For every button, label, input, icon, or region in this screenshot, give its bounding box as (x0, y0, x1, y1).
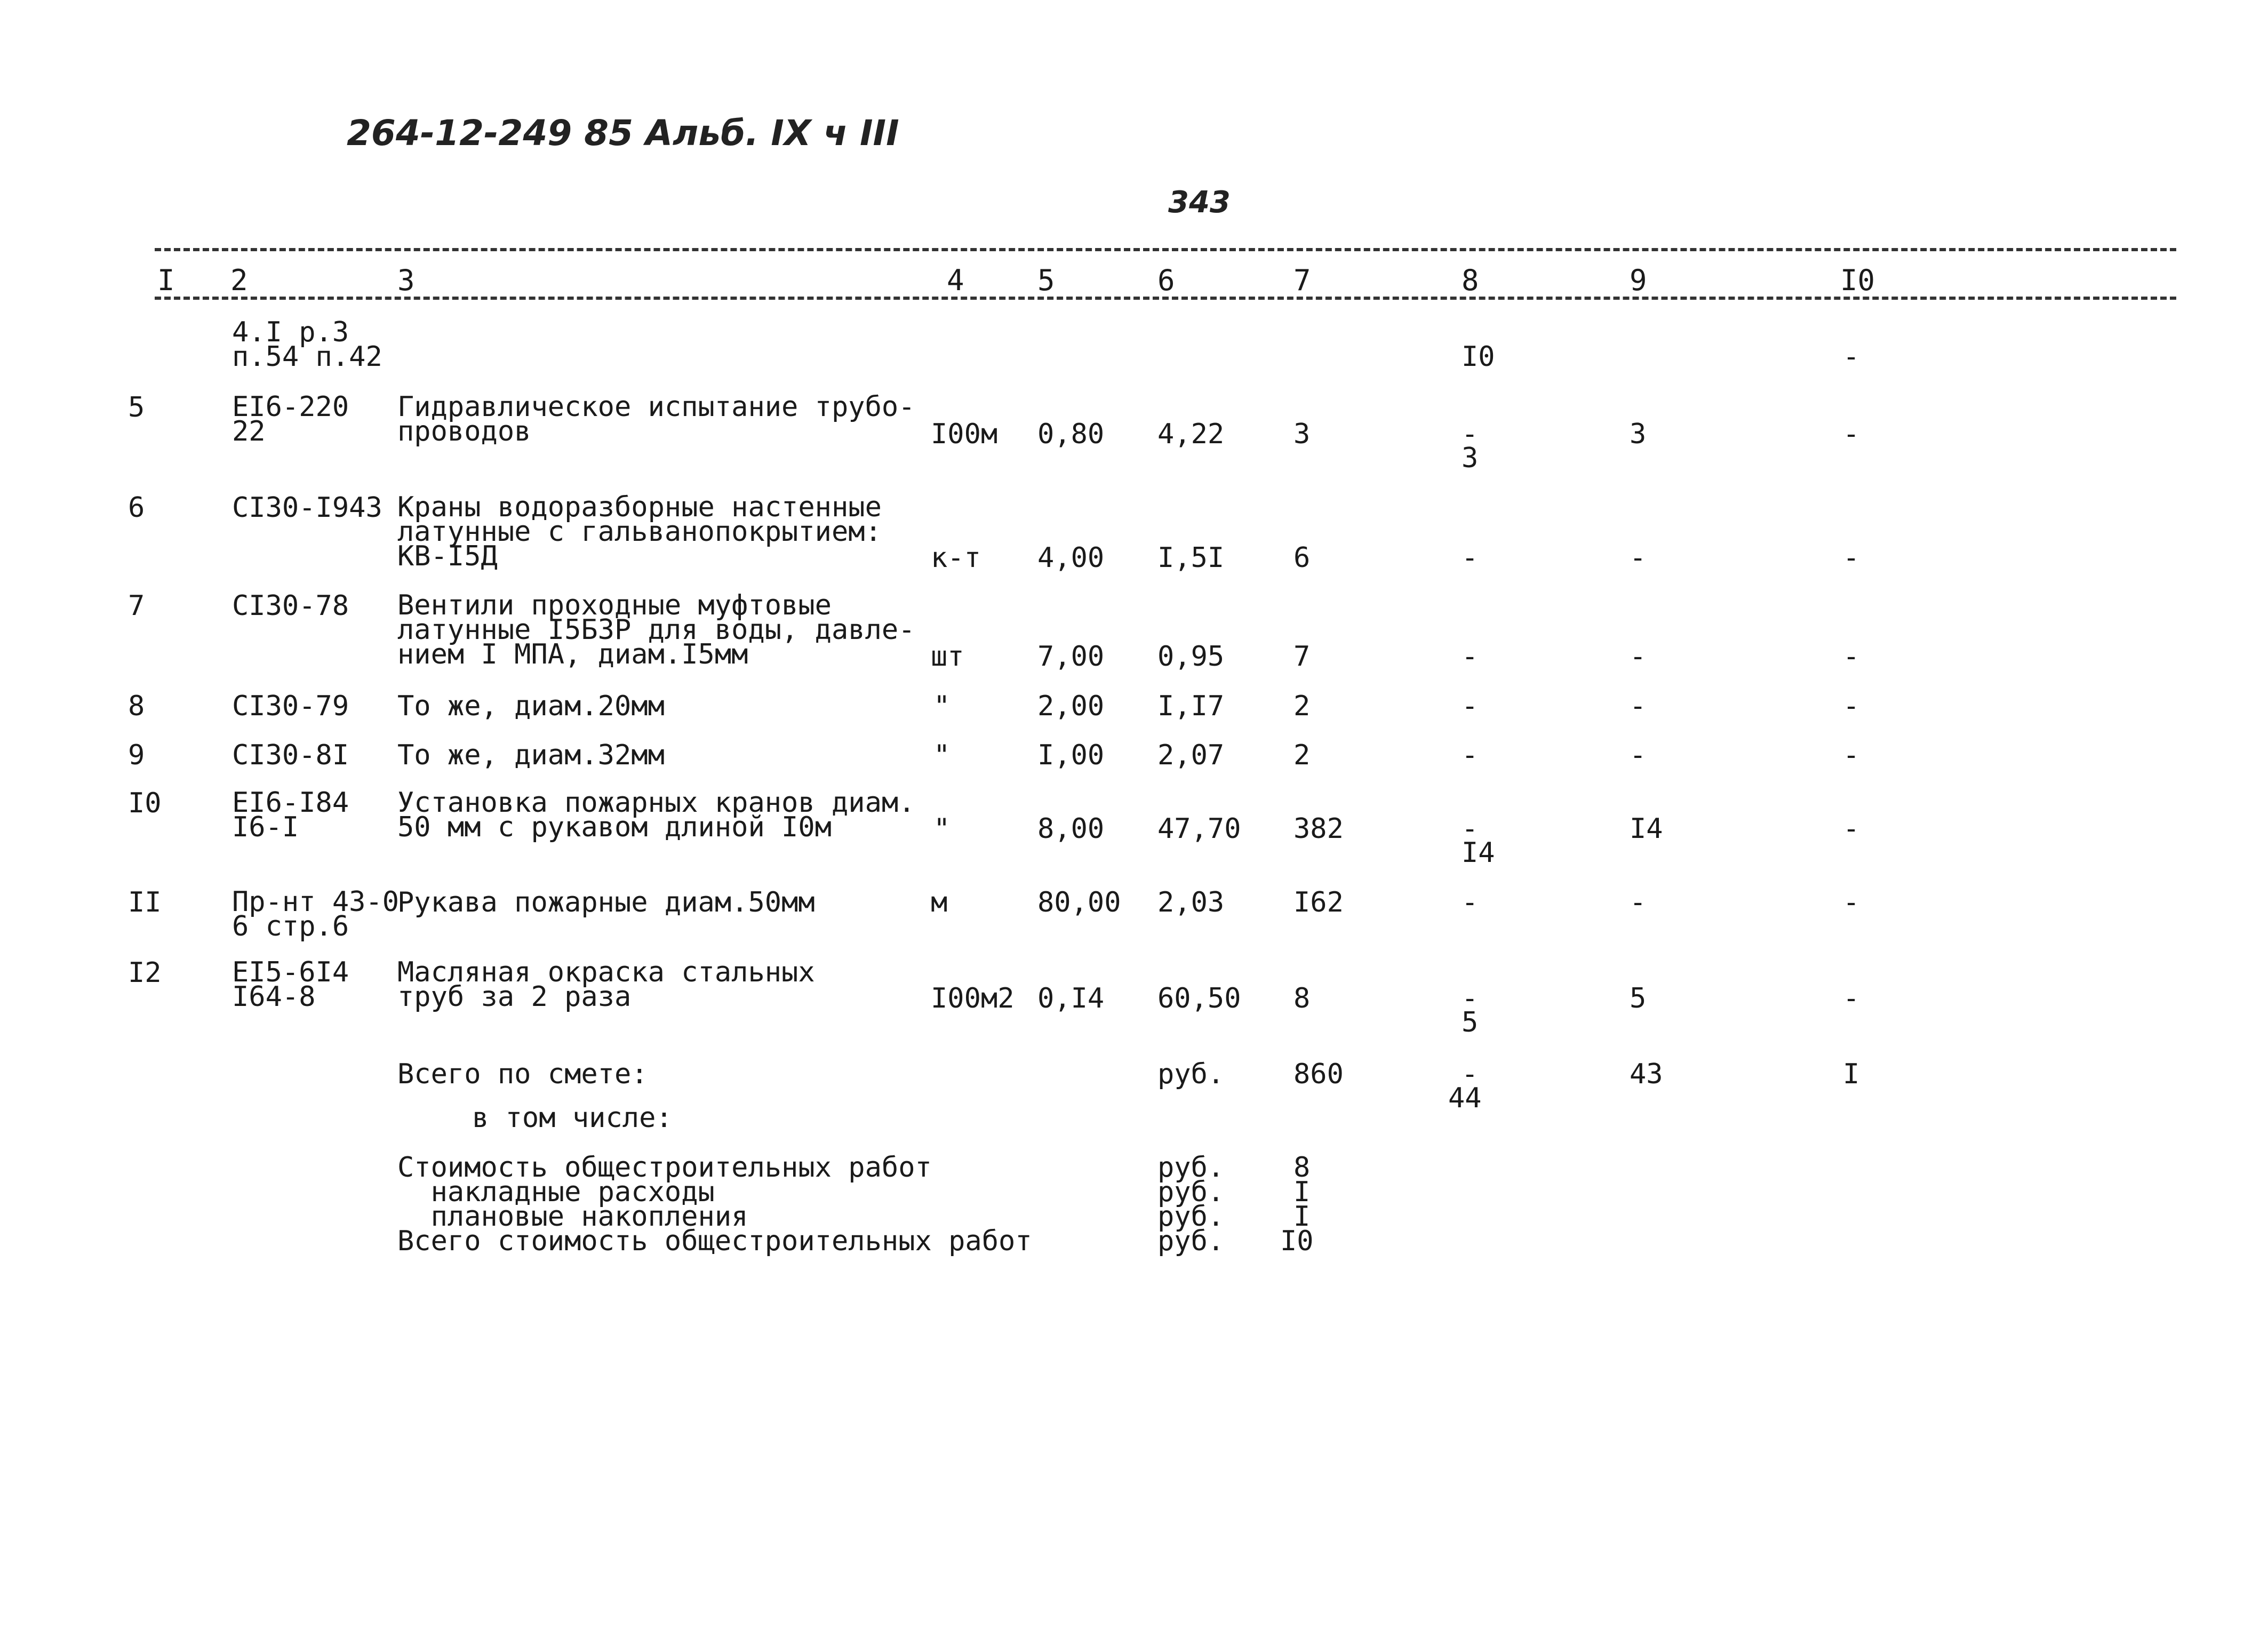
cell-col10: - (1843, 641, 1860, 673)
page-number: 343 (1168, 185, 1231, 220)
cell-col10: - (1843, 813, 1860, 845)
cell-col9: 5 (1630, 982, 1647, 1014)
summary-label: Стоимость общестроительных работ (397, 1152, 932, 1184)
cell-code: CI30-79 (232, 690, 349, 722)
cell-num: I2 (128, 957, 162, 989)
cell-unit: " (933, 739, 951, 771)
cell-qty: 7,00 (1037, 641, 1105, 673)
cell-num: 6 (128, 492, 145, 524)
totals-col9: 43 (1630, 1058, 1663, 1090)
column-header-5: 5 (1037, 263, 1055, 297)
cell-unit: " (933, 690, 951, 722)
cell-name: Вентили проходные муфтовые латунные I5Б3Р для воды, давле- нием I МПА, диам.I5мм (397, 589, 915, 670)
cell-col10: - (1843, 739, 1860, 771)
cell-col9: 3 (1630, 418, 1647, 450)
cell-price: 0,95 (1157, 641, 1225, 673)
cell-unit: " (933, 813, 951, 845)
cell-col8: - (1462, 641, 1479, 673)
cell-num: 9 (128, 739, 145, 771)
column-header-4: 4 (947, 263, 964, 297)
cell-col9: I4 (1630, 813, 1663, 845)
column-header-2: 2 (230, 263, 248, 297)
cell-total: 8 (1293, 982, 1311, 1014)
cell-total: 3 (1293, 418, 1311, 450)
summary-currency: руб. (1157, 1152, 1225, 1184)
cell-num: II (128, 886, 162, 918)
column-header-10: I0 (1840, 263, 1875, 297)
cell-code: CI30-8I (232, 739, 349, 771)
cell-col8: I0 (1462, 341, 1495, 373)
cell-num: 7 (128, 590, 145, 622)
cell-code: CI30-78 (232, 590, 349, 622)
handwritten-document-code: 264-12-249 85 Альб. IX ч III (347, 113, 899, 154)
cell-col10: - (1843, 886, 1860, 918)
cell-col9: - (1630, 690, 1647, 722)
cell-col10: - (1843, 982, 1860, 1014)
summary-label: плановые накопления (397, 1201, 748, 1233)
cell-total: I62 (1293, 886, 1344, 918)
cell-col8-below: 5 (1462, 1006, 1479, 1038)
cell-col10: - (1843, 690, 1860, 722)
totals-col8-below: 44 (1448, 1082, 1482, 1114)
cell-col8: - (1462, 739, 1479, 771)
cell-col8-below: 3 (1462, 442, 1479, 474)
cell-col10: - (1843, 418, 1860, 450)
cell-qty: 80,00 (1037, 886, 1121, 918)
summary-label: Всего стоимость общестроительных работ (397, 1225, 1032, 1257)
cell-col9: - (1630, 542, 1647, 574)
cell-code: EI6-I84 I6-I (232, 787, 349, 843)
including-label: в том числе: (472, 1102, 673, 1134)
cell-price: I,5I (1157, 542, 1225, 574)
cell-price: 60,50 (1157, 982, 1241, 1014)
summary-value: I0 (1280, 1225, 1314, 1257)
column-header-9: 9 (1630, 263, 1647, 297)
summary-value: I (1293, 1201, 1311, 1233)
cell-col8: - (1462, 813, 1479, 845)
cell-qty: 4,00 (1037, 542, 1105, 574)
cell-unit: м (931, 886, 948, 918)
cell-qty: 0,80 (1037, 418, 1105, 450)
totals-col10: I (1843, 1058, 1860, 1090)
cell-col10: - (1843, 341, 1860, 373)
cell-unit: I00м2 (931, 982, 1015, 1014)
column-header-7: 7 (1293, 263, 1311, 297)
totals-label: Всего по смете: (397, 1058, 648, 1090)
cell-name: Краны водоразборные настенные латунные с гальванопокрытием: КВ-I5Д (397, 491, 882, 572)
totals-currency: руб. (1157, 1058, 1225, 1090)
cell-name: Установка пожарных кранов диам. 50 мм с рукавом длиной I0м (397, 787, 915, 843)
cell-name: Гидравлическое испытание трубо- проводов (397, 391, 915, 448)
cell-col8: - (1462, 418, 1479, 450)
cell-code: CI30-I943 (232, 492, 382, 524)
cell-total: 6 (1293, 542, 1311, 574)
cell-price: 2,03 (1157, 886, 1225, 918)
cell-total: 2 (1293, 739, 1311, 771)
cell-code: EI6-220 22 (232, 391, 349, 448)
summary-label: накладные расходы (397, 1176, 715, 1208)
cell-code: 4.I р.3 п.54 п.42 (232, 316, 382, 373)
cell-col10: - (1843, 542, 1860, 574)
cell-unit: шт (931, 641, 964, 673)
cell-col8-below: I4 (1462, 837, 1495, 869)
cell-total: 7 (1293, 641, 1311, 673)
cell-name: Рукава пожарные диам.50мм (397, 886, 815, 918)
cell-unit: к-т (931, 542, 981, 574)
cell-qty: I,00 (1037, 739, 1105, 771)
cell-num: 8 (128, 690, 145, 722)
cell-col8: - (1462, 982, 1479, 1014)
cell-col9: - (1630, 886, 1647, 918)
cell-num: I0 (128, 787, 162, 819)
cell-price: 2,07 (1157, 739, 1225, 771)
cell-qty: 0,I4 (1037, 982, 1105, 1014)
cell-price: 4,22 (1157, 418, 1225, 450)
cell-total: 2 (1293, 690, 1311, 722)
totals-total: 860 (1293, 1058, 1344, 1090)
cell-col8: - (1462, 690, 1479, 722)
column-header-3: 3 (397, 263, 415, 297)
cell-price: I,I7 (1157, 690, 1225, 722)
cell-price: 47,70 (1157, 813, 1241, 845)
summary-currency: руб. (1157, 1201, 1225, 1233)
cell-qty: 8,00 (1037, 813, 1105, 845)
column-header-8: 8 (1462, 263, 1479, 297)
summary-currency: руб. (1157, 1176, 1225, 1208)
cell-col8: - (1462, 542, 1479, 574)
cell-col9: - (1630, 641, 1647, 673)
column-header-6: 6 (1157, 263, 1175, 297)
top-dashed-rule (155, 248, 2176, 251)
summary-currency: руб. (1157, 1225, 1225, 1257)
cell-num: 5 (128, 391, 145, 424)
totals-col8: - (1462, 1058, 1479, 1090)
column-header-1: I (157, 263, 175, 297)
cell-name: То же, диам.32мм (397, 739, 665, 771)
cell-code: EI5-6I4 I64-8 (232, 956, 349, 1013)
summary-value: I (1293, 1176, 1311, 1208)
cell-col9: - (1630, 739, 1647, 771)
cell-col8: - (1462, 886, 1479, 918)
cell-qty: 2,00 (1037, 690, 1105, 722)
cell-name: Масляная окраска стальных труб за 2 раза (397, 956, 815, 1013)
cell-total: 382 (1293, 813, 1344, 845)
cell-code: Пр-нт 43-0 6 стр.6 (232, 886, 400, 942)
summary-value: 8 (1293, 1152, 1311, 1184)
cell-unit: I00м (931, 418, 998, 450)
cell-name: То же, диам.20мм (397, 690, 665, 722)
